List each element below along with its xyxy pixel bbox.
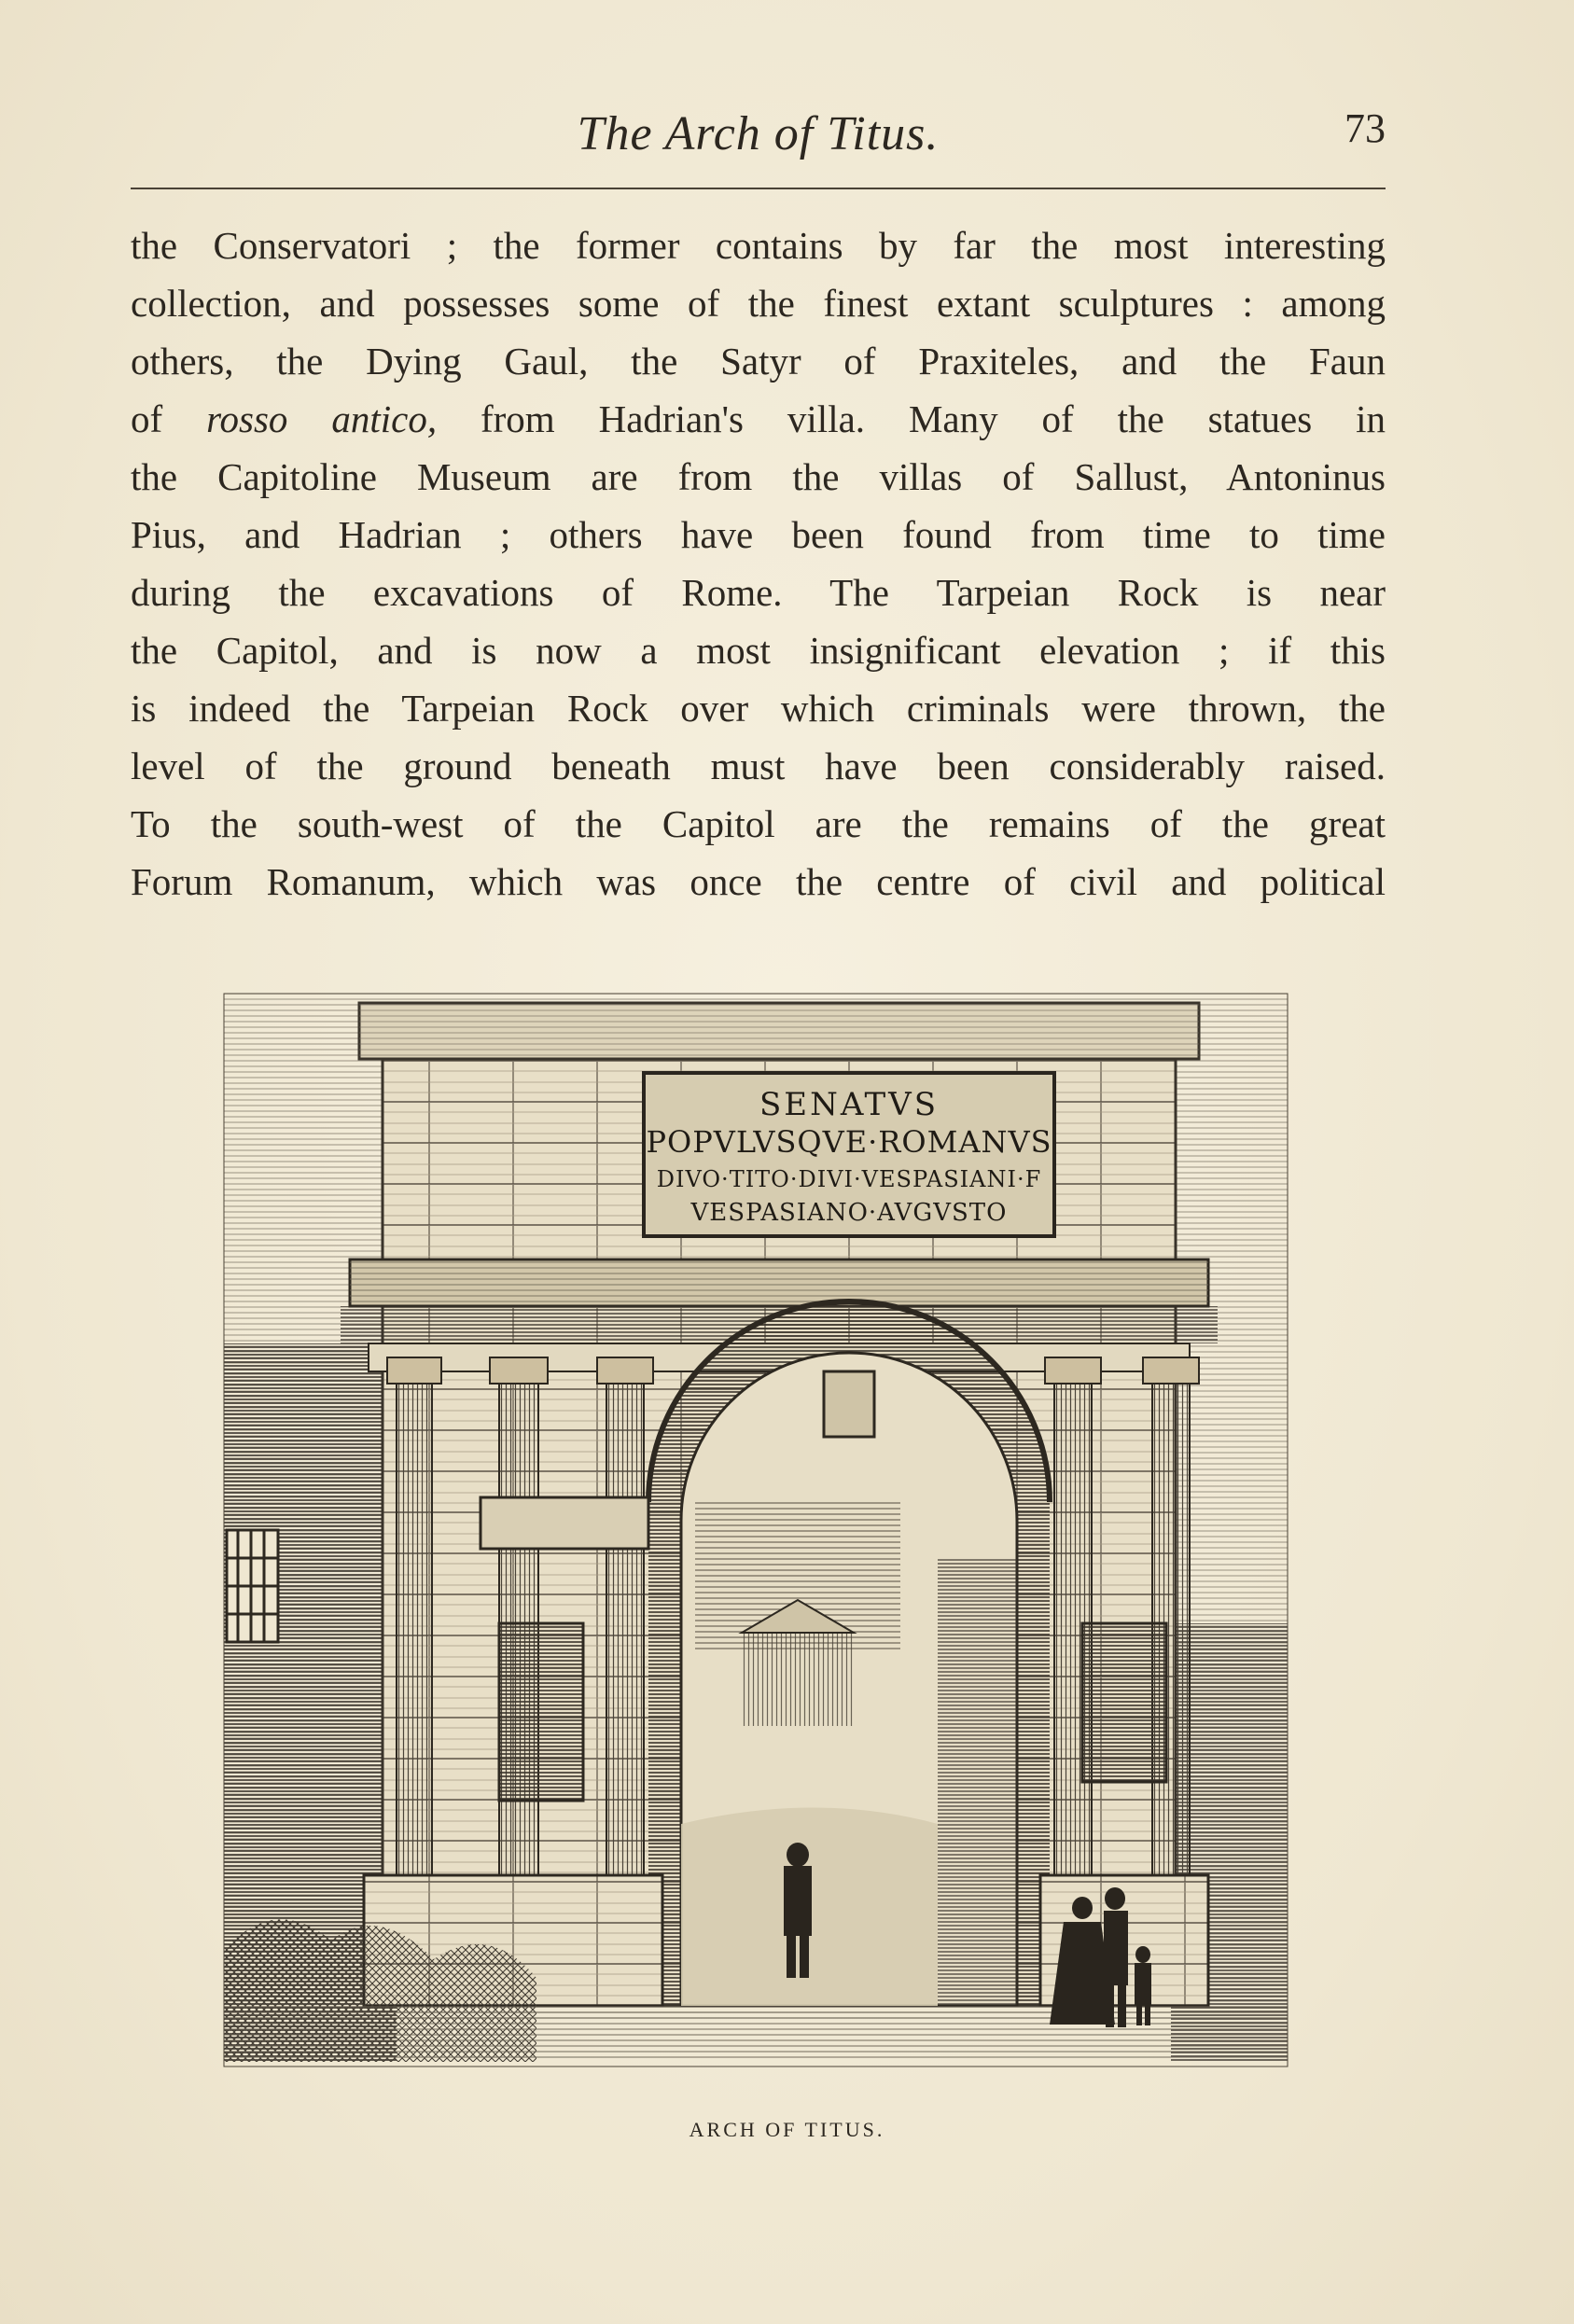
page-number: 73 xyxy=(1344,105,1386,151)
pier-niche-left xyxy=(499,1623,583,1801)
text-line: collection, and possesses some of the finest extant sculptures : among xyxy=(131,282,1386,325)
text-line: the Conservatori ; the former contains by far the most interesting xyxy=(131,224,1386,267)
text-line: others, the Dying Gaul, the Satyr of Praxiteles, and the Faun xyxy=(131,340,1386,383)
text-line: during the excavations of Rome. The Tarpeian Rock is near xyxy=(131,571,1386,614)
svg-text:POPVLVSQVE·ROMANVS: POPVLVSQVE·ROMANVS xyxy=(646,1124,1052,1160)
text-line: of rosso antico, from Hadrian's villa. Many of the statues in xyxy=(131,397,1386,440)
engraving-illustration xyxy=(219,980,1292,2071)
text-line: To the south-west of the Capitol are the remains of the great xyxy=(131,802,1386,845)
text-line: is indeed the Tarpeian Rock over which criminals were thrown, the xyxy=(131,687,1386,730)
italic-phrase: rosso antico, xyxy=(206,397,438,440)
text-line: level of the ground beneath must have been considerably raised. xyxy=(131,745,1386,787)
keystone xyxy=(824,1371,874,1437)
text-line: the Capitoline Museum are from the villas of Sallust, Antoninus xyxy=(131,455,1386,498)
running-head xyxy=(131,101,1386,175)
ground xyxy=(224,2006,1288,2062)
text-line: the Capitol, and is now a most insignificant elevation ; if this xyxy=(131,629,1386,672)
svg-text:DIVO·TITO·DIVI·VESPASIANI·F: DIVO·TITO·DIVI·VESPASIANI·F xyxy=(656,1166,1042,1192)
text-line: Forum Romanum, which was once the centre of civil and political xyxy=(131,860,1386,903)
body-text xyxy=(131,216,1386,911)
svg-text:SENATVS: SENATVS xyxy=(759,1086,940,1123)
svg-text:VESPASIANO·AVGVSTO: VESPASIANO·AVGVSTO xyxy=(690,1199,1008,1227)
figure-caption: ARCH OF TITUS. xyxy=(689,2118,885,2141)
text-line: Pius, and Hadrian ; others have been found from time to time xyxy=(131,513,1386,556)
engraving-arch-of-titus xyxy=(219,980,1292,2071)
pier-niche-right xyxy=(1082,1623,1166,1782)
running-title: The Arch of Titus. xyxy=(577,107,940,160)
header-rule xyxy=(131,188,1386,189)
